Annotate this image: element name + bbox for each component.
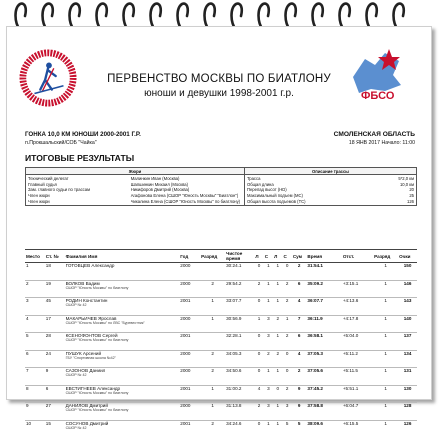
lying-1: 0	[257, 263, 261, 268]
place: 3	[25, 298, 45, 316]
points: 146	[398, 280, 417, 298]
standing-2: 3	[282, 403, 291, 421]
net-time: 29:54.2	[225, 280, 254, 298]
table-row	[25, 333, 417, 351]
place: 5	[25, 333, 45, 351]
athlete-cell	[65, 315, 180, 333]
track-label: Максимальный подъем (MC)	[246, 193, 303, 199]
penalty-sum: 2	[297, 263, 301, 268]
bib: 6	[45, 385, 65, 403]
col-s2: С	[282, 250, 291, 263]
col-points: Очки	[398, 250, 417, 263]
jury-label: Технический делегат	[28, 175, 69, 181]
standing-1: 3	[264, 315, 273, 333]
standing-2: 0	[285, 263, 289, 268]
table-row	[25, 385, 417, 403]
lying-2: 1	[273, 333, 282, 351]
penalty-sum: 9	[292, 403, 307, 421]
athlete-name: САЗОНОВ Даниил	[65, 368, 106, 373]
year: 2001	[179, 420, 200, 438]
track-label: Перепад высот (HD)	[246, 187, 287, 193]
place: 4	[25, 315, 45, 333]
athlete-name: ПУШУК Арсений	[65, 350, 102, 356]
lying-2: 1	[273, 368, 282, 386]
track-value: 25	[409, 193, 414, 199]
table-row	[25, 420, 417, 438]
col-place: Место	[25, 250, 45, 263]
col-name: Фамилия Имя	[65, 250, 180, 263]
col-l1: Л	[254, 250, 263, 263]
standing-1: 1	[264, 420, 273, 438]
track-list	[247, 176, 414, 205]
athlete-name: ГОТОВЦЕВ Александр	[65, 263, 115, 268]
standing-1: 3	[264, 333, 273, 351]
behind-time	[342, 263, 373, 281]
table-row	[25, 368, 417, 386]
track-value: 10,0 км	[399, 181, 414, 187]
place: 1	[26, 263, 29, 268]
col-s1: С	[264, 250, 273, 263]
year: 2000	[179, 350, 200, 368]
rank-assigned: 1	[373, 368, 398, 386]
jury-heading: Жюри	[26, 168, 245, 175]
net-time: 34:24.6	[225, 420, 254, 438]
athlete-cell	[65, 368, 180, 386]
athlete-cell	[65, 350, 180, 368]
standing-1: 1	[264, 368, 273, 386]
net-time: 32:28.1	[225, 333, 254, 351]
points: 128	[398, 403, 417, 421]
athlete-name: ЕВСТИГНЕЕВ Александр	[65, 385, 121, 391]
athlete-name: ДАНИЛОВ Дмитрий	[65, 403, 108, 408]
penalty-sum: 7	[292, 315, 307, 333]
col-l2: Л	[273, 250, 282, 263]
athlete-team: СШОР № 42	[65, 303, 87, 307]
athlete-cell	[65, 420, 180, 438]
athlete-name: ВОЛКОВ Вадим	[65, 280, 100, 286]
athlete-cell	[65, 280, 180, 298]
rank-assigned: 1	[373, 403, 398, 421]
points: 140	[398, 315, 417, 333]
points: 130	[398, 385, 417, 403]
rank-assigned: 1	[373, 315, 398, 333]
jury-track-table	[25, 167, 417, 206]
year: 2000	[179, 315, 200, 333]
col-rank2: Разряд	[373, 250, 398, 263]
penalty-sum: 2	[292, 368, 307, 386]
table-row	[25, 298, 417, 316]
place: 10	[25, 420, 45, 438]
bib: 17	[45, 315, 65, 333]
bib: 45	[45, 298, 65, 316]
race-name: ГОНКА 10,0 КМ ЮНОШИ 2000-2001 Г.Р.	[25, 131, 141, 138]
results-body	[25, 263, 417, 438]
athlete-name: КСЕНОФОНТОВ Сергей	[65, 333, 118, 338]
finish-time: 31:54.1	[307, 263, 323, 268]
net-time: 33:07.7	[225, 298, 254, 316]
lying-2: 2	[273, 315, 282, 333]
lying-2: 1	[273, 403, 282, 421]
bib: 15	[45, 420, 65, 438]
standing-2: 2	[282, 280, 291, 298]
finish-time: 37:45.2	[306, 385, 341, 403]
rank: 1	[200, 298, 225, 316]
rank-assigned: 1	[373, 420, 398, 438]
lying-2: 0	[273, 385, 282, 403]
finish-time: 37:58.8	[306, 403, 341, 421]
points: 150	[403, 263, 412, 268]
behind-time: +5:11.2	[342, 350, 373, 368]
behind-time: +5:04.0	[342, 333, 373, 351]
bib: 24	[45, 350, 65, 368]
athlete-team: СШОР № 42	[65, 425, 87, 430]
standing-2: 1	[282, 315, 291, 333]
jury-row	[28, 199, 242, 205]
year: 2000	[179, 280, 200, 298]
track-value: 5*2,0 км	[398, 175, 414, 181]
behind-time: +6:04.7	[342, 403, 373, 421]
finish-time: 36:07.7	[306, 298, 341, 316]
track-label: Общая высота подъемов (TC)	[246, 199, 306, 205]
place: 8	[25, 385, 45, 403]
rank: 1	[200, 385, 225, 403]
finish-time: 38:09.6	[306, 420, 341, 438]
track-value: 20	[409, 187, 414, 193]
standing-1: 1	[264, 280, 273, 298]
lying-1: 0	[254, 350, 263, 368]
year: 2000	[179, 403, 200, 421]
net-time: 34:50.6	[225, 368, 254, 386]
penalty-sum: 4	[292, 298, 307, 316]
rank: 2	[200, 368, 225, 386]
col-time: Время	[306, 250, 341, 263]
athlete-cell	[65, 333, 180, 351]
finish-time: 35:09.2	[306, 280, 341, 298]
year: 2001	[179, 333, 200, 351]
lying-2: 1	[273, 298, 282, 316]
points: 137	[398, 333, 417, 351]
athlete-team: ГБУ "Спортивная школа №42"	[65, 355, 116, 360]
standing-1: 3	[264, 385, 273, 403]
standing-2: 2	[282, 385, 291, 403]
table-row	[25, 403, 417, 421]
year: 2001	[179, 298, 200, 316]
results-sheet	[6, 26, 432, 430]
table-row	[25, 263, 417, 281]
table-row	[25, 280, 417, 298]
athlete-cell	[65, 298, 180, 316]
athlete-team: СШОР "Юность Москвы" по биатлону	[65, 408, 129, 412]
col-year: Год	[179, 250, 200, 263]
standing-1: 2	[264, 350, 273, 368]
lying-1: 2	[254, 403, 263, 421]
results-header-row	[25, 250, 417, 263]
jury-value: Малинкин Иван (Москва)	[130, 175, 180, 181]
net-time: 30:24.1	[226, 263, 242, 268]
jury-label: Главный судья	[28, 181, 57, 187]
athlete-name: РОДИН Константин	[65, 298, 108, 303]
penalty-sum: 6	[292, 280, 307, 298]
lying-1: 0	[254, 420, 263, 438]
behind-time: +5:51.1	[342, 385, 373, 403]
place: 7	[25, 368, 45, 386]
jury-value: Агафонова Елена (СШОР "Юность Москвы" "Биатлон")	[130, 193, 239, 199]
track-label: Общая длина	[246, 181, 274, 187]
rank: 2	[200, 350, 225, 368]
year: 2001	[179, 385, 200, 403]
track-value: 126	[407, 199, 414, 205]
race-venue: п.Прокшальский/СОБ "Чайка"	[25, 140, 97, 146]
athlete-team: СШОР "Юность Москвы" по биатлону	[65, 390, 129, 395]
race-date: 18 ЯНВ 2017 Начало: 11:00	[348, 140, 415, 146]
jury-list	[28, 176, 242, 205]
penalty-sum: 6	[292, 333, 307, 351]
bib: 28	[45, 333, 65, 351]
rank-assigned: 1	[373, 280, 398, 298]
athlete-team: СШОР "Юность Москвы" по биатлону	[65, 338, 129, 342]
behind-time: +4:17.8	[342, 315, 373, 333]
jury-label: Член жюри	[28, 193, 50, 199]
athlete-name: СОСУНОВ Дмитрий	[65, 420, 109, 426]
bib: 18	[45, 263, 51, 268]
standing-2: 2	[282, 333, 291, 351]
penalty-sum: 4	[292, 350, 307, 368]
behind-time: +5:11.5	[342, 368, 373, 386]
place: 9	[25, 403, 45, 421]
athlete-team: СШОР "Юность Москвы" по ЛВС "Буревестник"	[65, 320, 145, 325]
standing-1: 3	[264, 403, 273, 421]
rank: 2	[200, 280, 225, 298]
points: 131	[398, 368, 417, 386]
standing-2: 0	[282, 368, 291, 386]
net-time: 30:56.9	[225, 315, 254, 333]
table-row	[25, 315, 417, 333]
rank: 1	[200, 403, 225, 421]
col-behind: Отст.	[342, 250, 373, 263]
rank-assigned: 1	[373, 333, 398, 351]
finish-time: 36:58.1	[306, 333, 341, 351]
standing-2: 5	[282, 420, 291, 438]
year: 2000	[179, 368, 200, 386]
jury-label: Зам. главного судьи по трассам	[28, 187, 90, 193]
athlete-cell	[65, 263, 180, 281]
finish-time: 37:05.3	[306, 350, 341, 368]
lying-1: 1	[254, 315, 263, 333]
finish-time: 37:05.6	[306, 368, 341, 386]
points: 143	[398, 298, 417, 316]
athlete-cell	[65, 385, 180, 403]
rank-assigned: 1	[384, 263, 387, 268]
track-row	[247, 199, 414, 205]
lying-1: 0	[254, 368, 263, 386]
lying-1: 2	[254, 280, 263, 298]
penalty-sum: 9	[292, 385, 307, 403]
track-heading: Описание трассы	[244, 168, 416, 175]
net-time: 34:05.3	[225, 350, 254, 368]
lying-1: 4	[254, 385, 263, 403]
place: 6	[25, 350, 45, 368]
page-subtitle: юноши и девушки 1998-2001 г.р.	[144, 88, 294, 99]
col-net: Чистое время	[225, 250, 254, 263]
jury-value: Никифоров Дмитрий (Москва)	[130, 187, 190, 193]
standing-1: 1	[267, 263, 270, 268]
points: 126	[398, 420, 417, 438]
track-label: Трасса	[246, 175, 261, 181]
athlete-name: МАКАРЬИЧЕВ Ярослав	[65, 315, 117, 321]
standing-2: 2	[282, 298, 291, 316]
penalty-sum: 5	[292, 420, 307, 438]
place: 2	[25, 280, 45, 298]
jury-value: Чикалина Елена (СШОР "Юность Москвы" по биатлону)	[130, 199, 241, 205]
rank: 1	[200, 315, 225, 333]
jury-label: Член жюри	[28, 199, 50, 205]
net-time: 31:13.8	[225, 403, 254, 421]
net-time: 31:00.2	[225, 385, 254, 403]
behind-time: +4:13.6	[342, 298, 373, 316]
results-title: ИТОГОВЫЕ РЕЗУЛЬТАТЫ	[25, 153, 135, 163]
athlete-cell	[65, 403, 180, 421]
race-region: СМОЛЕНСКАЯ ОБЛАСТЬ	[333, 131, 415, 138]
lying-1: 0	[254, 298, 263, 316]
lying-2: 1	[273, 420, 282, 438]
standing-2: 0	[282, 350, 291, 368]
fbso-text: ФБСО	[361, 90, 395, 102]
col-rank: Разряд	[200, 250, 225, 263]
col-bib: Ст. №	[45, 250, 65, 263]
behind-time: +6:15.5	[342, 420, 373, 438]
rank	[200, 333, 225, 351]
jury-value: Шапшинкин Михаил (Москва)	[130, 181, 189, 187]
standing-1: 1	[264, 298, 273, 316]
bib: 19	[45, 280, 65, 298]
bib: 27	[45, 403, 65, 421]
page-title: ПЕРВЕНСТВО МОСКВЫ ПО БИАТЛОНУ	[107, 73, 331, 85]
rank-assigned: 1	[373, 385, 398, 403]
lying-2: 1	[276, 263, 280, 268]
lying-2: 2	[273, 350, 282, 368]
athlete-team: СШОР "Юность Москвы" по биатлону	[65, 285, 129, 290]
lying-1: 0	[254, 333, 263, 351]
table-row	[25, 350, 417, 368]
lying-2: 1	[273, 280, 282, 298]
rank	[200, 263, 225, 281]
results-table	[25, 249, 417, 438]
rank-assigned: 1	[373, 350, 398, 368]
behind-time: +3:15.1	[342, 280, 373, 298]
year: 2000	[180, 263, 191, 268]
finish-time: 36:11.9	[306, 315, 341, 333]
bib: 9	[45, 368, 65, 386]
rank: 2	[200, 420, 225, 438]
athlete-team: СШОР № 42	[65, 373, 87, 377]
rank-assigned: 1	[373, 298, 398, 316]
col-sum: Сум	[292, 250, 307, 263]
points: 134	[398, 350, 417, 368]
